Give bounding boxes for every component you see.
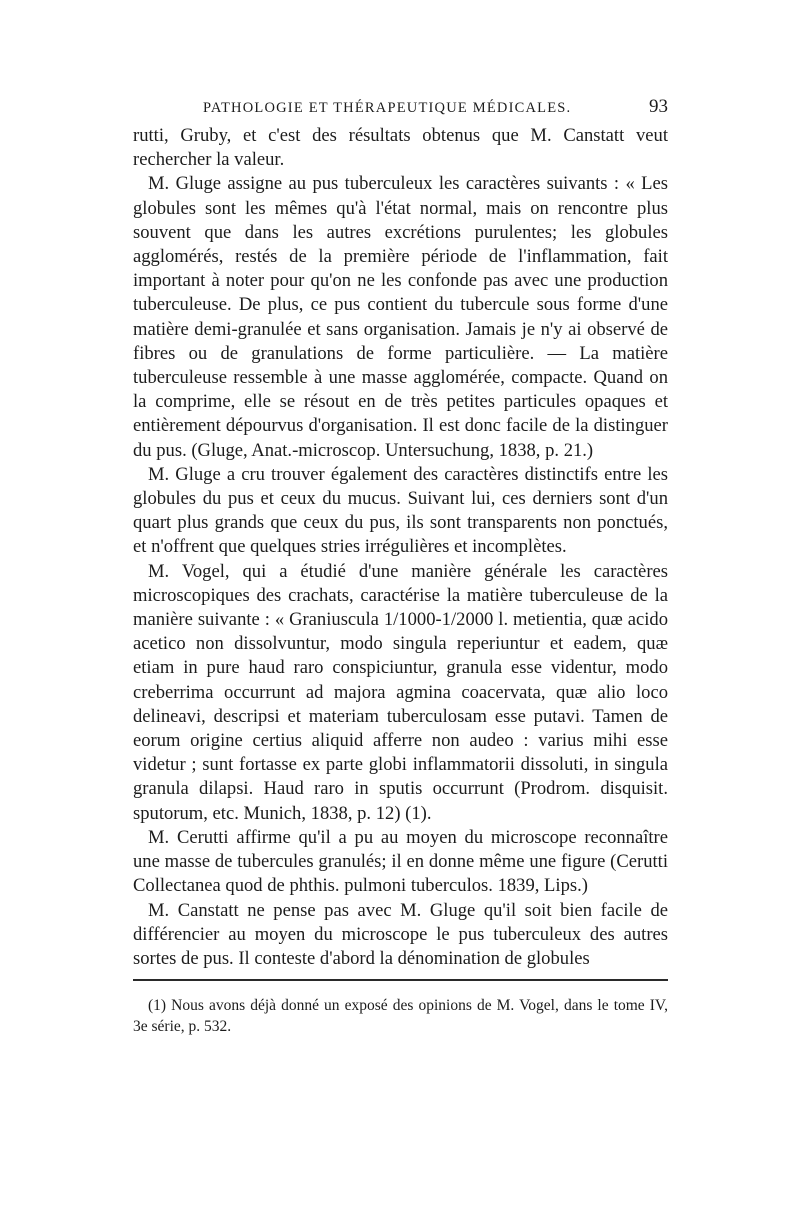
paragraph-3: M. Gluge a cru trouver également des caractères distinctifs entre les globules du pus et ceux du mucus. Suivant lui, ces derniers sont d'un quart plus grands que ceux du pus, ils sont transparents non ponctués, et n'offrent que quelques stries irrégulières et incomplètes. [133, 463, 668, 558]
paragraph-1: rutti, Gruby, et c'est des résultats obtenus que M. Canstatt veut rechercher la valeur. [133, 125, 668, 171]
running-head: PATHOLOGIE ET THÉRAPEUTIQUE MÉDICALES. [203, 100, 572, 116]
paragraph-6: M. Canstatt ne pense pas avec M. Gluge qu'il soit bien facile de différencier au moyen du microscope le pus tuberculeux des autres sortes de pus. Il conteste d'abord la dénomination de globules [133, 899, 668, 969]
page-number: 93 [649, 96, 668, 117]
body-text [133, 124, 668, 971]
book-page [133, 96, 668, 1053]
paragraph-2: M. Gluge assigne au pus tuberculeux les caractères suivants : « Les globules sont les mêmes qu'à l'état normal, mais on rencontre plus souvent que dans les autres excrétions purulentes; les globules agglomérés, restés de la première période de l'inflammation, fait important à noter pour qu'on ne les confonde pas avec une production tuberculeuse. De plus, ce pus contient du tubercule sous forme d'une matière demi-granulée et sans organisation. Jamais je n'y ai observé de fibres ou de granulations de forme particulière. — La matière tuberculeuse ressemble à une masse agglomérée, compacte. Quand on la comprime, elle se résout en de très petites particules opaques et entièrement dépourvus d'organisation. Il est donc facile de la distinguer du pus. (Gluge, Anat.-microscop. Untersuchung, 1838, p. 21.) [133, 173, 668, 461]
paragraph-4: M. Vogel, qui a étudié d'une manière générale les caractères microscopiques des crachats, caractérise la matière tuberculeuse de la manière suivante : « Graniuscula 1/1000-1/2000 l. metientia, quæ acido acetico non dissolvuntur, modo singula reperiuntur et eadem, quæ etiam in pure haud raro conspiciuntur, granula esse videntur, modo creberrima occurrunt ad majora agmina coacervata, quæ alio loco delineavi, descripsi et materiam tuberculosam esse putavi. Tamen de eorum origine certius aliquid afferre non audeo : varius mihi esse videtur ; sunt fortasse ex parte globi inflammatorii dissoluti, in singula granula dilapsi. Haud raro in sputis occurrunt (Prodrom. disquisit. sputorum, etc. Munich, 1838, p. 12) (1). [133, 560, 668, 824]
footnote: (1) Nous avons déjà donné un exposé des opinions de M. Vogel, dans le tome IV, 3e série, p. 532. [133, 997, 668, 1036]
footnote-rule [133, 979, 668, 981]
page-header [133, 96, 668, 124]
paragraph-5: M. Cerutti affirme qu'il a pu au moyen du microscope reconnaître une masse de tubercules granulés; il en donne même une figure (Cerutti Collectanea quod de phthis. pulmoni tuberculos. 1839, Lips.) [133, 826, 668, 897]
